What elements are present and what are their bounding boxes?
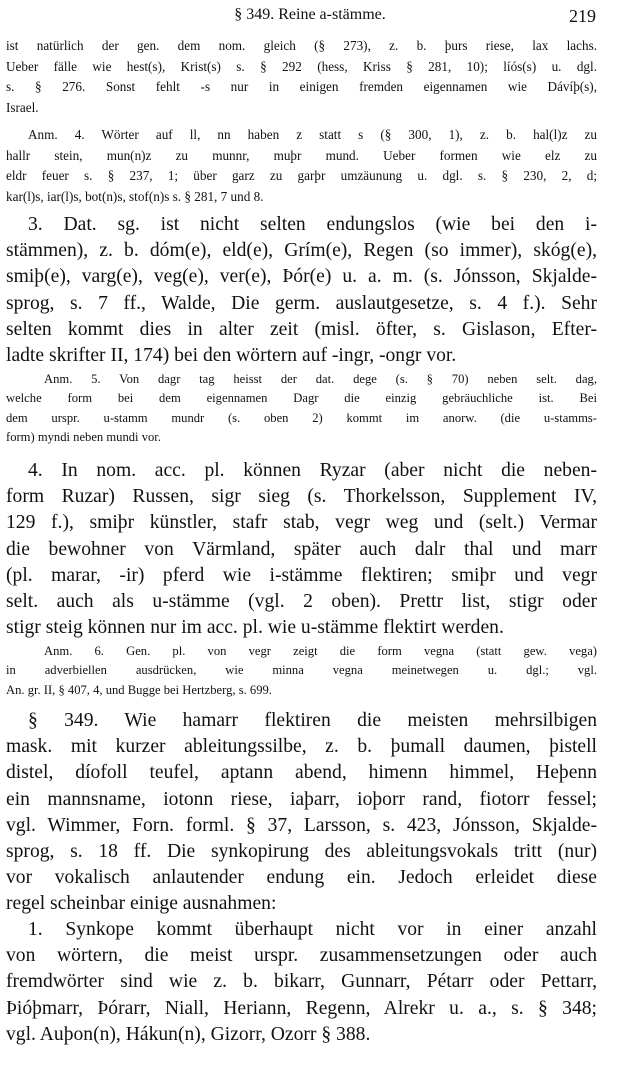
text-line: vgl. Wimmer, Forn. forml. § 37, Larsson, s. 423, Jónsson, Skjalde- [6, 814, 597, 836]
intro-paragraph [6, 36, 597, 118]
text-line: 129 f.), smiþr künstler, stafr stab, vegr weg und (selt.) Vermar [6, 512, 597, 534]
text-line: stämmen), z. b. dóm(e), eld(e), Grím(e), Regen (so immer), skóg(e), [6, 240, 597, 262]
note-line: Anm. 6. Gen. pl. von vegr zeigt die form vegna (statt gew. vega) [44, 644, 597, 658]
text-line: § 349. Wie hamarr flektiren die meisten mehrsilbigen [28, 710, 597, 731]
text-line: Þióþmarr, Þórarr, Niall, Heriann, Regenn, Alrekr u. a., s. § 348; [6, 997, 597, 1019]
text-line: selten kommt dies in alter zeit (misl. öfter, s. Gislason, Efter- [6, 318, 597, 340]
text-line: form Ruzar) Russen, sigr sieg (s. Thorkelsson, Supplement IV, [6, 486, 597, 508]
text-line: mask. mit kurzer ableitungssilbe, z. b. þumall daumen, þistell [6, 736, 597, 758]
note-6 [6, 642, 597, 700]
section-4 [6, 458, 597, 641]
point-1 [6, 917, 597, 1048]
note-line: Anm. 4. Wörter auf ll, nn haben z statt s (§ 300, 1), z. b. hal(l)z zu [28, 127, 597, 142]
note-line: hallr stein, mun(n)z zu munnr, muþr mund. Ueber formen wie elz zu [6, 147, 597, 163]
text-line: 1. Synkope kommt überhaupt nicht vor in einer anzahl [28, 919, 597, 940]
text-line: 4. In nom. acc. pl. können Ryzar (aber nicht die neben- [28, 460, 597, 481]
text-line: vgl. Auþon(n), Hákun(n), Gizorr, Ozorr § 388. [6, 1023, 371, 1045]
text-line: ein mannsname, iotonn riese, iaþarr, ioþorr rand, fiotorr fessel; [6, 788, 597, 810]
text-line: regel scheinbar einige ausnahmen: [6, 893, 277, 915]
note-line: dem urspr. u-stamm mundr (s. oben 2) kommt im anorw. (die u-stamms- [6, 410, 597, 425]
note-line: eldr feuer s. § 237, 1; über garz zu garþr umzäunung u. dgl. s. § 230, 2, d; [6, 168, 597, 184]
text-line: ist natürlich der gen. dem nom. gleich (§ 273), z. b. þurs riese, lax lachs. [6, 38, 597, 53]
note-line: kar(l)s, iar(l)s, bot(n)s, stof(n)s s. § 281, 7 und 8. [6, 188, 264, 204]
note-4 [6, 125, 597, 207]
note-line: in adverbiellen ausdrücken, wie minna vegna meinetwegen u. dgl.; vgl. [6, 663, 597, 678]
note-line: Anm. 5. Von dagr tag heisst der dat. dege (s. § 70) neben selt. dag, [44, 372, 597, 386]
text-line: sprog, s. 7 ff., Walde, Die germ. auslautgesetze, s. 4 f.). Sehr [6, 292, 597, 314]
text-line: selt. auch als u-stämme (vgl. 2 oben). Prettr list, stigr oder [6, 590, 597, 612]
note-5 [6, 370, 597, 448]
text-line: sprog, s. 18 ff. Die synkopirung des ableitungsvokals tritt (nur) [6, 840, 597, 862]
text-line: ladte skrifter II, 174) bei den wörtern auf -ingr, -ongr vor. [6, 344, 457, 366]
text-line: Israel. [6, 99, 39, 115]
text-line: s. § 276. Sonst fehlt -s nur in einigen fremden eigennamen wie Dávíþ(s), [6, 79, 597, 95]
text-line: 3. Dat. sg. ist nicht selten endungslos (wie bei den i- [28, 214, 597, 235]
text-line: smiþ(e), varg(e), veg(e), ver(e), Þór(e) u. a. m. (s. Jónsson, Skjalde- [6, 266, 597, 288]
text-line: (pl. marar, -ir) pferd wie i-stämme flektiren; smiþr und vegr [6, 564, 597, 586]
text-line: die bewohner von Värmland, später auch dalr thal und marr [6, 538, 597, 560]
text-line: fremdwörter sind wie z. b. bikarr, Gunnarr, Pétarr oder Pettarr, [6, 971, 597, 993]
text-line: stigr steig können nur im acc. pl. wie u-stämme flektirt werden. [6, 617, 504, 639]
note-line: welche form bei dem eigennamen Dagr die einzig gebräuchliche ist. Bei [6, 391, 597, 406]
text-line: Ueber fälle wie hest(s), Krist(s) s. § 292 (hess, Kriss § 281, 10); líós(s) u. dgl. [6, 58, 597, 74]
section-349 [6, 708, 597, 918]
running-head: § 349. Reine a-stämme. [234, 6, 386, 23]
note-line: form) myndi neben mundi vor. [6, 430, 161, 445]
text-line: distel, díofoll teufel, aptann abend, himenn himmel, Heþenn [6, 762, 597, 784]
page-header [0, 6, 620, 28]
text-line: vor vokalisch anlautender endung ein. Jedoch erleidet diese [6, 867, 597, 889]
text-line: von wörtern, die meist urspr. zusammensetzungen oder auch [6, 945, 597, 967]
section-3 [6, 212, 597, 369]
note-line: An. gr. II, § 407, 4, und Bugge bei Hertzberg, s. 699. [6, 682, 272, 697]
page-number: 219 [569, 6, 596, 26]
